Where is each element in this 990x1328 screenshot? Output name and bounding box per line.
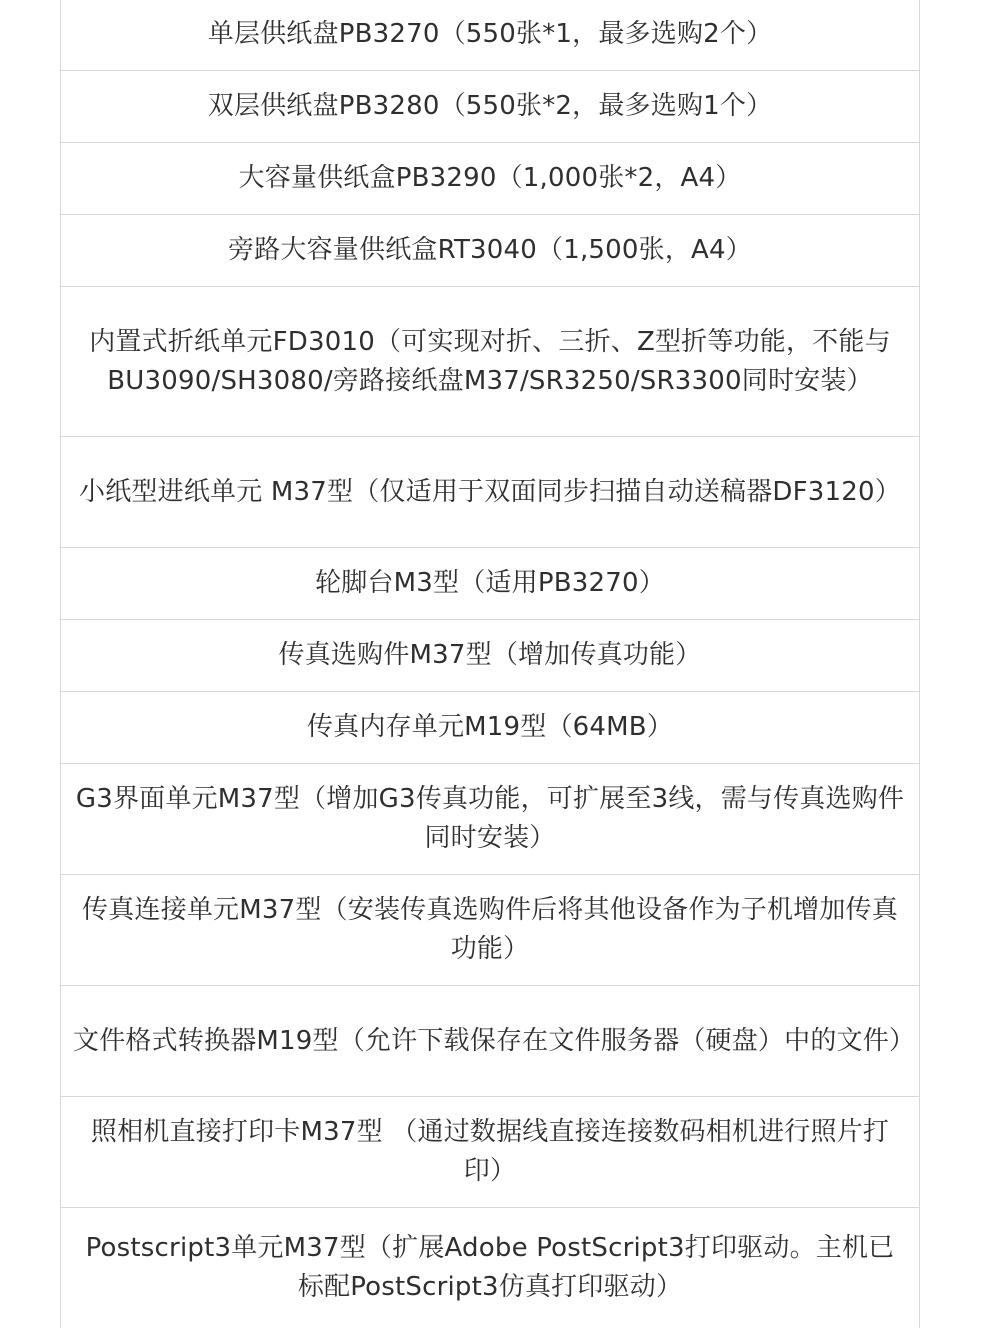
table-row (61, 437, 919, 548)
table-row (61, 548, 919, 620)
table-row (61, 1097, 919, 1208)
row-text: 传真选购件M37型（增加传真功能） (278, 640, 702, 670)
row-text: 大容量供纸盒PB3290（1,000张*2，A4） (238, 163, 742, 193)
options-table (60, 0, 920, 1328)
table-row (61, 986, 919, 1097)
row-text: 传真连接单元M37型（安装传真选购件后将其他设备作为子机增加传真功能） (82, 895, 898, 964)
table-row (61, 764, 919, 875)
row-text: 单层供纸盘PB3270（550张*1，最多选购2个） (207, 19, 773, 49)
table-row (61, 143, 919, 215)
row-text: 内置式折纸单元FD3010（可实现对折、三折、Z型折等功能，不能与BU3090/SH3080/旁路接纸盘M37/SR3250/SR3300同时安装） (89, 326, 891, 396)
table-row (61, 71, 919, 143)
table-row (61, 692, 919, 764)
table-row (61, 620, 919, 692)
row-text: 旁路大容量供纸盒RT3040（1,500张，A4） (228, 235, 752, 265)
row-text: Postscript3单元M37型（扩展Adobe PostScript3打印驱动。主机已标配PostScript3仿真打印驱动） (85, 1233, 895, 1302)
row-text: 传真内存单元M19型（64MB） (306, 712, 674, 742)
row-text: 小纸型进纸单元 M37型（仅适用于双面同步扫描自动送稿器DF3120） (79, 476, 901, 507)
row-text: 轮脚台M3型（适用PB3270） (315, 568, 665, 598)
row-text: 双层供纸盘PB3280（550张*2，最多选购1个） (207, 91, 773, 121)
row-text: 文件格式转换器M19型（允许下载保存在文件服务器（硬盘）中的文件） (73, 1025, 916, 1056)
table-row (61, 215, 919, 287)
table-row (61, 875, 919, 986)
table-row (61, 287, 919, 437)
row-text: G3界面单元M37型（增加G3传真功能，可扩展至3线，需与传真选购件同时安装） (75, 784, 905, 853)
table-row (61, 0, 919, 71)
table-row (61, 1208, 919, 1328)
row-text: 照相机直接打印卡M37型 （通过数据线直接连接数码相机进行照片打印） (90, 1117, 890, 1186)
